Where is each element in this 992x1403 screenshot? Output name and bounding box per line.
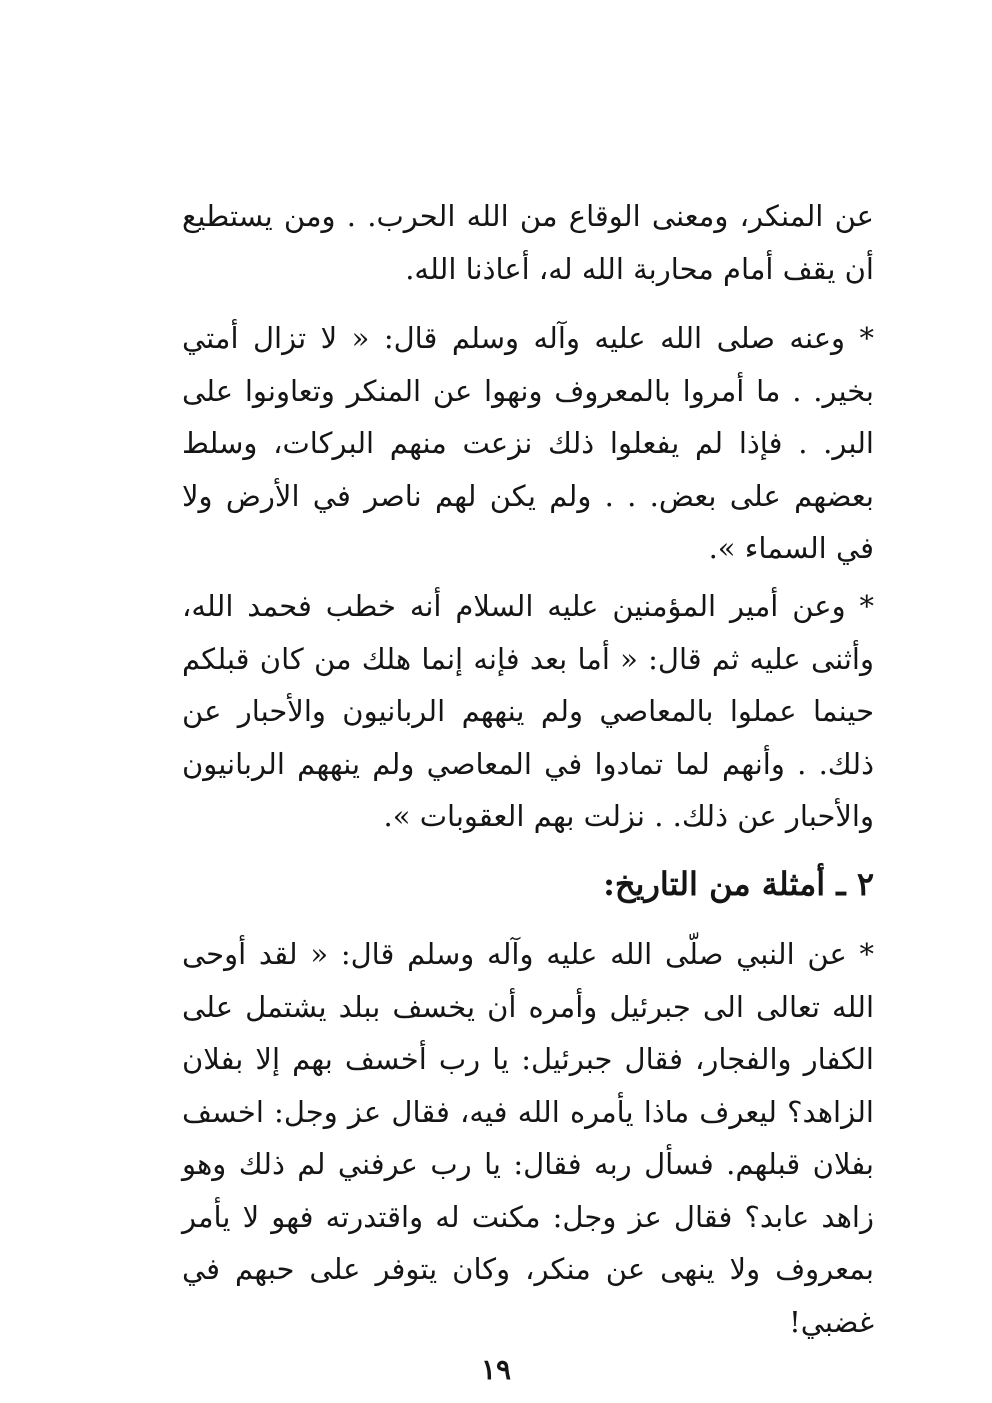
section-heading: ٢ ـ أمثلة من التاريخ: xyxy=(603,865,874,903)
paragraph-history-example: * عن النبي صلّى الله عليه وآله وسلم قال: « لقد أوحى الله تعالى الى جبرئيل وأمره أن يخسف ببلد يشتمل على الكفار والفجار، فقال جبرئيل: يا رب أخسف بهم إلا بفلان الزاهد؟ ليعرف ماذا يأمره الله فيه، فقال عز وجل: اخسف بفلان قبلهم. فسأل ربه فقال: يا رب عرفني لم ذلك وهو زاهد عابد؟ فقال عز وجل: مكنت له واقتدرته فهو لا يأمر بمعروف ولا ينهى عن منكر، وكان يتوفر على حبهم في غضبي! xyxy=(182,937,874,1339)
paragraph-hadith-prophet: * وعنه صلى الله عليه وآله وسلم قال: « لا تزال أمتي بخير. . ما أمروا بالمعروف ونهوا عن المنكر وتعاونوا على البر. . فإذا لم يفعلوا ذلك نزعت منهم البركات، وسلط بعضهم على بعض. . . ولم يكن لهم ناصر في الأرض ولا في السماء ». xyxy=(182,321,874,565)
paragraph-hadith-amir-al-muminin: * وعن أمير المؤمنين عليه السلام أنه خطب فحمد الله، وأثنى عليه ثم قال: « أما بعد فإنه إنما هلك من كان قبلكم حينما عملوا بالمعاصي ولم ينههم الربانيون والأحبار عن ذلك. . وأنهم لما تمادوا في المعاصي ولم ينههم الربانيون والأحبار عن ذلك. . نزلت بهم العقوبات ». xyxy=(182,589,874,833)
page-number: ١٩ xyxy=(480,1353,512,1386)
paragraph-continuation: عن المنكر، ومعنى الوقاع من الله الحرب. . ومن يستطيع أن يقف أمام محاربة الله له، أعاذنا الله. xyxy=(182,199,874,286)
